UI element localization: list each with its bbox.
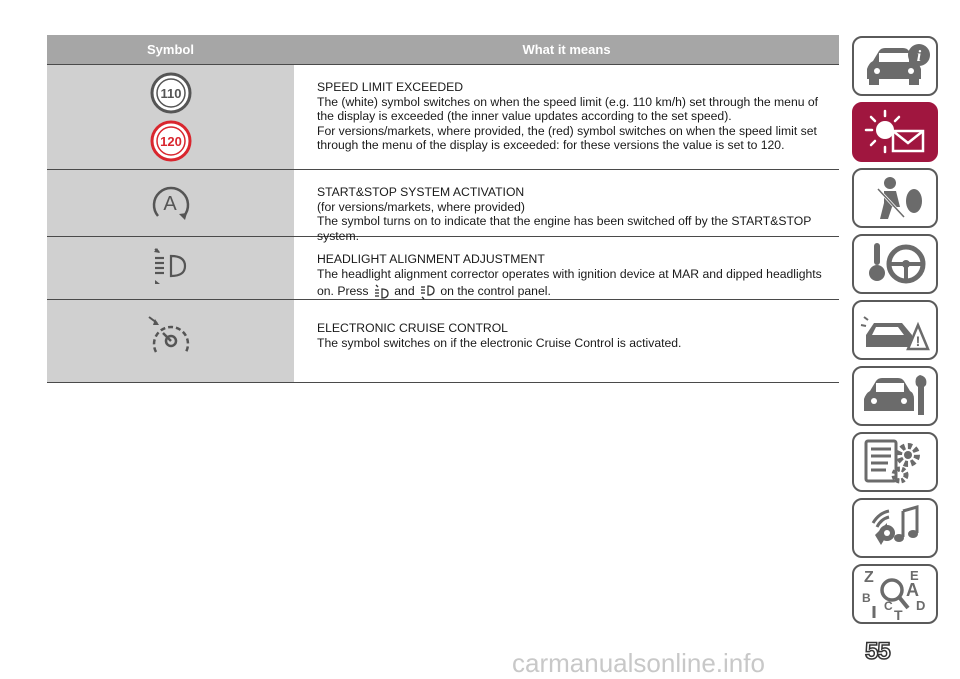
- row-text: (for versions/markets, where provided): [317, 199, 525, 214]
- row-text: [317, 284, 839, 300]
- header-symbol: Symbol: [147, 42, 194, 57]
- row-text: through the menu of the display is exceeded: for these versions the value is set to 120.: [317, 138, 785, 153]
- index-icon: [858, 566, 932, 622]
- text-part: on the control panel.: [440, 284, 551, 299]
- index-letter: Z: [864, 569, 874, 586]
- warning-lights-icon: [857, 107, 933, 157]
- technical-data-icon: [858, 435, 932, 489]
- meaning-cell: [294, 170, 839, 243]
- row-text: system.: [317, 228, 359, 243]
- meaning-cell: [294, 65, 839, 169]
- table-row: [47, 236, 839, 299]
- index-letter: B: [862, 591, 871, 605]
- watermark: carmanualsonline.info: [512, 648, 765, 678]
- safety-icon: [860, 173, 930, 223]
- row-text: The symbol turns on to indicate that the engine has been switched off by the START&STOP: [317, 214, 812, 229]
- symbol-cell: [47, 237, 294, 299]
- maintenance-icon: [858, 371, 932, 421]
- symbol-cell: [47, 65, 294, 169]
- warning-symbols-table: [47, 35, 839, 383]
- speed-limit-red-icon: [150, 120, 192, 162]
- table-row: [47, 299, 839, 383]
- cruise-control-icon: [145, 314, 197, 360]
- header-meaning: What it means: [522, 42, 611, 57]
- index-letter: A: [906, 580, 919, 600]
- tab-warning-lights[interactable]: [852, 102, 938, 162]
- row-title: HEADLIGHT ALIGNMENT ADJUSTMENT: [317, 252, 545, 266]
- speed-limit-white-icon: [150, 72, 192, 114]
- multimedia-icon: [859, 501, 931, 555]
- tab-safety[interactable]: [852, 168, 938, 228]
- tab-index[interactable]: [852, 564, 938, 624]
- row-text: the display is exceeded (the inner value updates according to the set speed).: [317, 109, 732, 124]
- index-letter: E: [910, 568, 919, 583]
- row-text: The headlight alignment corrector operates with ignition device at MAR and dipped headlights: [317, 266, 822, 281]
- text-part: on. Press: [317, 284, 369, 299]
- table-row: [47, 64, 839, 169]
- speed-value-white: 110: [160, 86, 181, 101]
- row-title: SPEED LIMIT EXCEEDED: [317, 80, 464, 94]
- headlight-down-button-icon: [420, 284, 435, 300]
- row-text: The symbol switches on if the electronic Cruise Control is activated.: [317, 335, 682, 350]
- emergency-icon: [858, 305, 932, 355]
- text-part: and: [394, 284, 415, 299]
- symbol-cell: [47, 300, 294, 382]
- tab-technical-data[interactable]: [852, 432, 938, 492]
- tab-maintenance[interactable]: [852, 366, 938, 426]
- index-letter: T: [894, 607, 903, 622]
- index-letter: C: [884, 599, 893, 613]
- tab-multimedia[interactable]: [852, 498, 938, 558]
- tab-emergency[interactable]: [852, 300, 938, 360]
- table-row: [47, 169, 839, 243]
- table-header: [47, 35, 839, 64]
- tab-car-info[interactable]: [852, 36, 938, 96]
- index-letter: D: [916, 598, 926, 613]
- svg-text:i: i: [916, 48, 922, 65]
- row-title: START&STOP SYSTEM ACTIVATION: [317, 185, 525, 199]
- headlight-alignment-icon: [151, 246, 191, 286]
- row-text: For versions/markets, where provided, the (red) symbol switches on when the speed limit set: [317, 123, 817, 138]
- driving-icon: [860, 239, 930, 289]
- page-number: 55: [865, 638, 890, 665]
- row-title: ELECTRONIC CRUISE CONTROL: [317, 321, 508, 335]
- row-text: The (white) symbol switches on when the speed limit (e.g. 110 km/h) set through the menu of: [317, 94, 819, 109]
- start-stop-icon: [148, 180, 194, 226]
- meaning-cell: [294, 237, 839, 299]
- car-info-icon: [859, 43, 931, 89]
- tab-driving[interactable]: [852, 234, 938, 294]
- svg-text:!: !: [915, 333, 921, 349]
- start-stop-letter: A: [162, 193, 177, 215]
- headlight-up-button-icon: [374, 284, 389, 300]
- symbol-cell: [47, 170, 294, 236]
- meaning-cell: [294, 300, 839, 382]
- speed-value-red: 120: [159, 134, 182, 149]
